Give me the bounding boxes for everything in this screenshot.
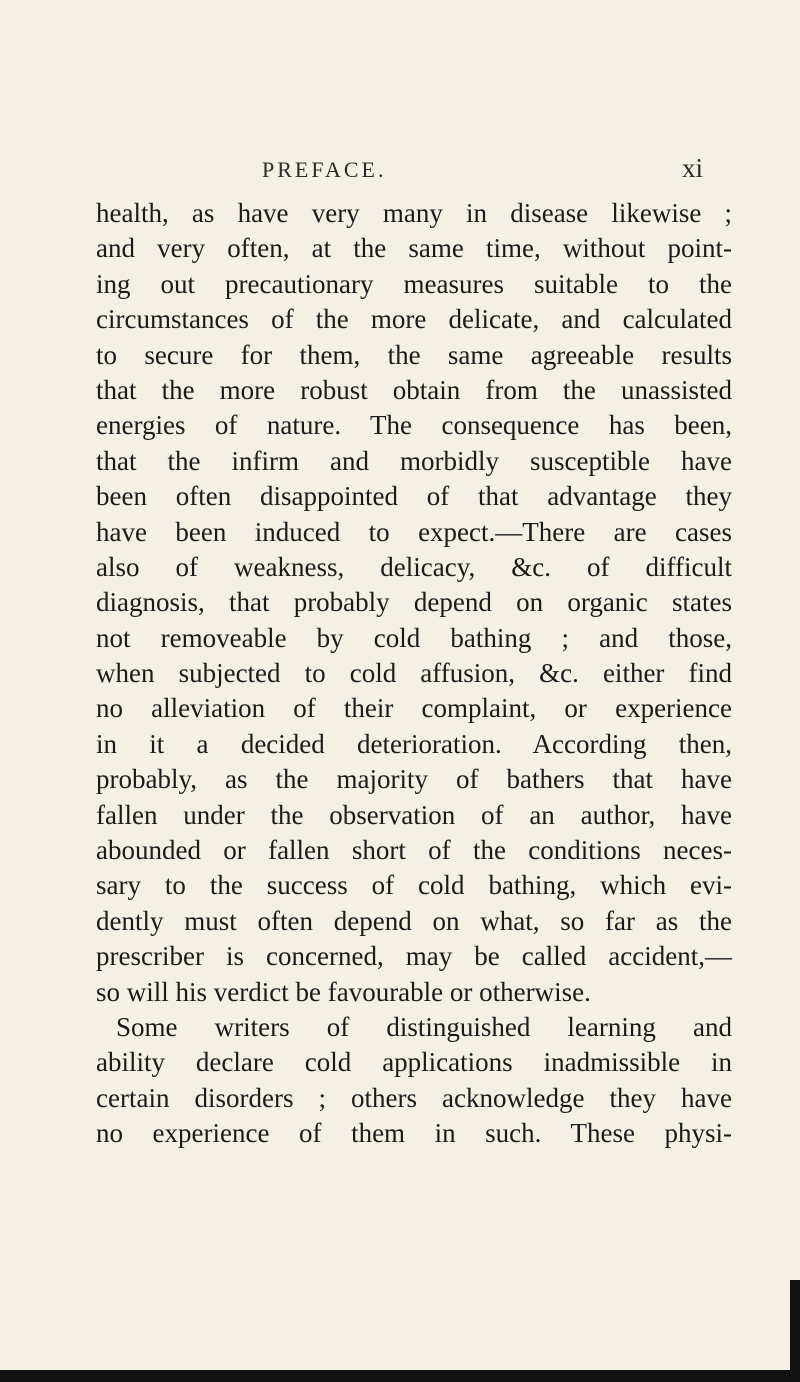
text-line: in it a decided deterioration. According then, [96,728,732,759]
text-line: also of weakness, delicacy, &c. of difficult [96,551,732,582]
text-line: prescriber is concerned, may be called accident,— [96,941,732,972]
text-line: fallen under the observation of an author, have [96,799,732,830]
text-line: sary to the success of cold bathing, which evi- [96,870,732,901]
text-line: ing out precautionary measures suitable to the [96,268,732,299]
scan-bottom-edge [0,1370,800,1382]
body-text [96,196,732,1152]
text-line: certain disorders ; others acknowledge they have [96,1082,732,1113]
text-line: not removeable by cold bathing ; and those, [96,622,732,653]
text-line: and very often, at the same time, without point- [96,233,732,264]
text-line: diagnosis, that probably depend on organic states [96,587,732,618]
text-line: that the more robust obtain from the unassisted [96,374,732,405]
scan-right-edge [790,1280,800,1382]
running-title: PREFACE. [262,157,387,182]
running-head [0,153,800,197]
text-line: dently must often depend on what, so far as the [96,905,732,936]
text-line: energies of nature. The consequence has been, [96,410,732,441]
text-line: Some writers of distinguished learning and [116,1011,732,1042]
text-line: so will his verdict be favourable or otherwise. [96,976,591,1007]
text-line: no alleviation of their complaint, or experience [96,693,732,724]
text-line: health, as have very many in disease likewise ; [96,198,732,228]
text-line: when subjected to cold affusion, &c. either find [96,658,732,689]
text-line: no experience of them in such. These physi- [96,1118,732,1149]
text-line: ability declare cold applications inadmissible in [96,1047,732,1078]
text-line: have been induced to expect.—There are cases [96,516,732,547]
text-line: to secure for them, the same agreeable results [96,339,732,370]
text-line: circumstances of the more delicate, and calculated [96,304,732,335]
text-line: probably, as the majority of bathers that have [96,764,732,795]
page-number: xi [682,153,704,183]
text-line: abounded or fallen short of the conditions neces- [96,835,732,866]
text-line: been often disappointed of that advantage they [96,481,732,512]
text-line: that the infirm and morbidly susceptible have [96,445,732,476]
